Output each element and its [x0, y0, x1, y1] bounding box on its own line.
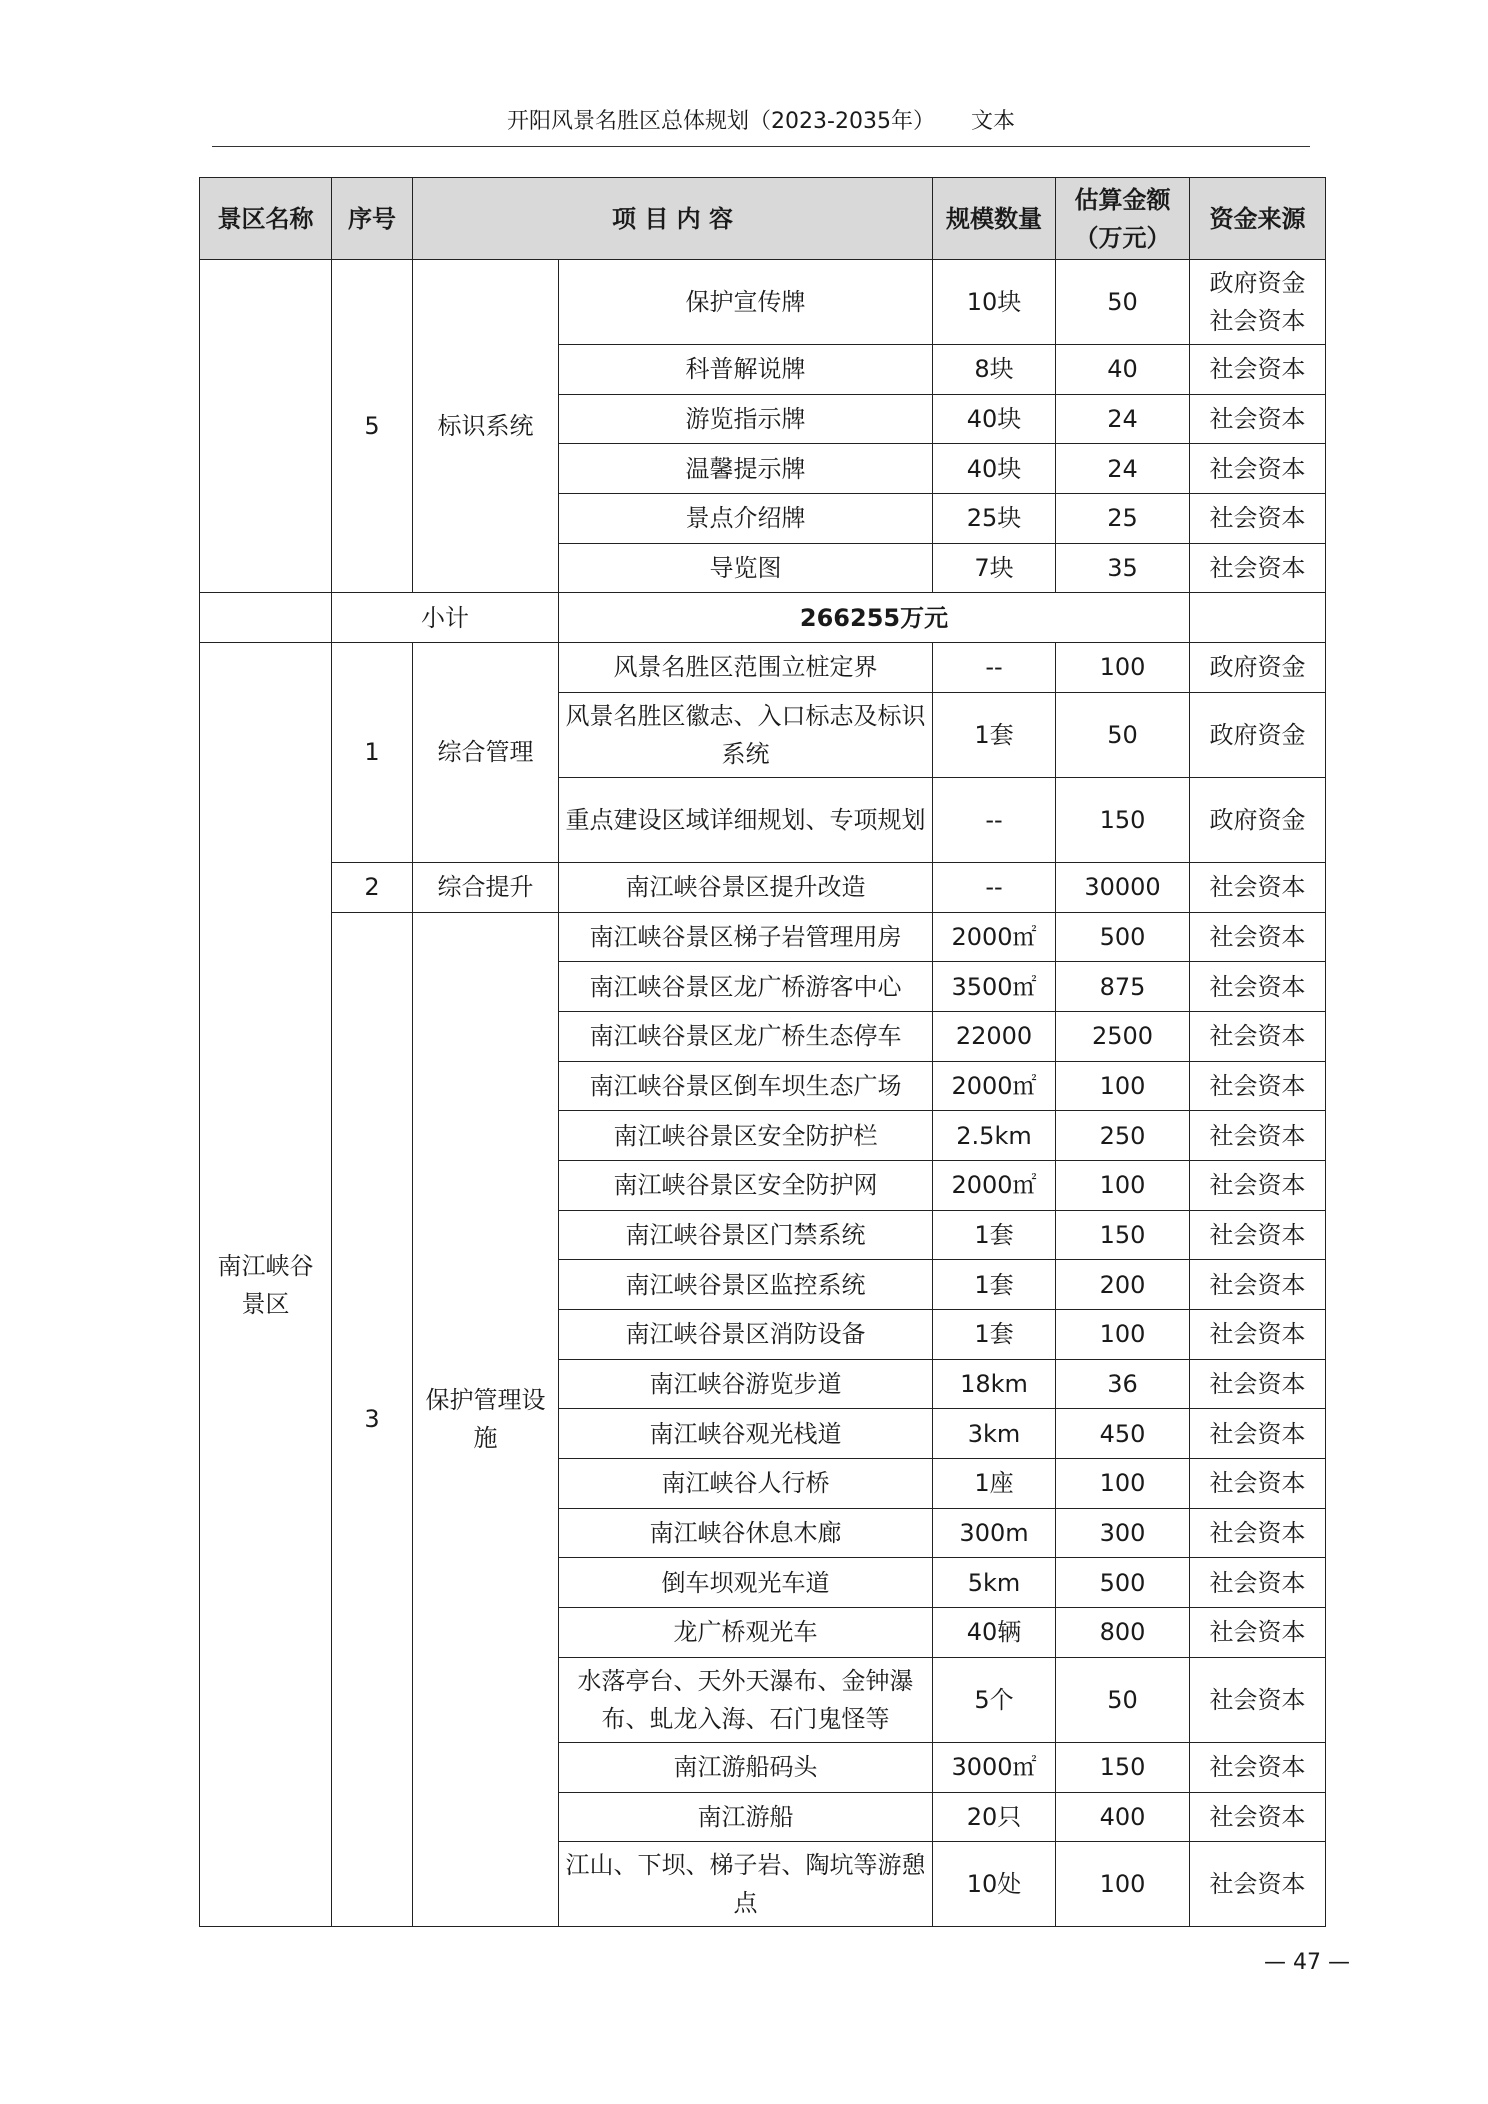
scale-cell: 8块: [933, 345, 1056, 395]
table-header-row: [200, 178, 1326, 260]
area-cell-empty: [200, 260, 332, 593]
fund-cell: 社会资本: [1190, 1061, 1326, 1111]
scale-cell: 7块: [933, 543, 1056, 593]
col-header-content: 项 目 内 容: [413, 178, 933, 260]
scale-cell: 1套: [933, 692, 1056, 777]
cost-cell: 100: [1056, 1842, 1190, 1927]
fund-cell: 社会资本: [1190, 1111, 1326, 1161]
fund-cell: 社会资本: [1190, 543, 1326, 593]
item-cell: 倒车坝观光车道: [559, 1558, 933, 1608]
cost-cell: 300: [1056, 1508, 1190, 1558]
fund-cell: 社会资本: [1190, 1742, 1326, 1792]
scale-cell: 1座: [933, 1459, 1056, 1509]
fund-cell: 社会资本: [1190, 1310, 1326, 1360]
scale-cell: 10处: [933, 1842, 1056, 1927]
cost-cell: 150: [1056, 777, 1190, 862]
item-cell: 南江峡谷景区监控系统: [559, 1260, 933, 1310]
seq-cell: 3: [332, 912, 413, 1927]
subtotal-label: 小计: [332, 593, 559, 643]
col-header-fund: 资金来源: [1190, 178, 1326, 260]
scale-cell: 20只: [933, 1792, 1056, 1842]
investment-table: [199, 177, 1326, 1927]
subtotal-value: 266255万元: [559, 593, 1190, 643]
scale-cell: 3km: [933, 1409, 1056, 1459]
item-cell: 科普解说牌: [559, 345, 933, 395]
fund-cell: 社会资本: [1190, 1558, 1326, 1608]
scale-cell: 40块: [933, 394, 1056, 444]
category-cell: 综合提升: [413, 862, 559, 912]
item-cell: 风景名胜区范围立桩定界: [559, 643, 933, 693]
scale-cell: 2000㎡: [933, 1160, 1056, 1210]
col-header-scale: 规模数量: [933, 178, 1056, 260]
fund-cell: 社会资本: [1190, 1359, 1326, 1409]
item-cell: 南江峡谷景区安全防护网: [559, 1160, 933, 1210]
scale-cell: 40辆: [933, 1608, 1056, 1658]
item-cell: 导览图: [559, 543, 933, 593]
scale-cell: --: [933, 777, 1056, 862]
scale-cell: 1套: [933, 1310, 1056, 1360]
fund-cell: 社会资本: [1190, 394, 1326, 444]
item-cell: 南江峡谷景区龙广桥游客中心: [559, 962, 933, 1012]
item-cell: 南江峡谷观光栈道: [559, 1409, 933, 1459]
seq-cell: 5: [332, 260, 413, 593]
fund-cell: 政府资金: [1190, 692, 1326, 777]
subtotal-row: [200, 593, 1326, 643]
seq-cell: 2: [332, 862, 413, 912]
fund-cell: 社会资本: [1190, 1657, 1326, 1742]
cost-cell: 50: [1056, 260, 1190, 345]
fund-cell: 社会资本: [1190, 1792, 1326, 1842]
item-cell: 南江峡谷游览步道: [559, 1359, 933, 1409]
cost-cell: 24: [1056, 444, 1190, 494]
fund-cell: 社会资本: [1190, 862, 1326, 912]
item-cell: 重点建设区域详细规划、专项规划: [559, 777, 933, 862]
fund-cell: 社会资本: [1190, 345, 1326, 395]
item-cell: 南江峡谷景区提升改造: [559, 862, 933, 912]
cost-cell: 25: [1056, 494, 1190, 544]
cost-cell: 500: [1056, 912, 1190, 962]
cost-cell: 100: [1056, 1459, 1190, 1509]
fund-cell: 社会资本: [1190, 1842, 1326, 1927]
category-cell: 标识系统: [413, 260, 559, 593]
cost-cell: 30000: [1056, 862, 1190, 912]
scale-cell: 10块: [933, 260, 1056, 345]
cost-cell: 100: [1056, 1160, 1190, 1210]
cost-cell: 800: [1056, 1608, 1190, 1658]
category-cell: 综合管理: [413, 643, 559, 863]
fund-cell: 社会资本: [1190, 1260, 1326, 1310]
item-cell: 龙广桥观光车: [559, 1608, 933, 1658]
cost-cell: 875: [1056, 962, 1190, 1012]
cost-cell: 36: [1056, 1359, 1190, 1409]
item-cell: 南江游船: [559, 1792, 933, 1842]
fund-cell: 社会资本: [1190, 1011, 1326, 1061]
scale-cell: 1套: [933, 1260, 1056, 1310]
scale-cell: 18km: [933, 1359, 1056, 1409]
item-cell: 南江游船码头: [559, 1742, 933, 1792]
scale-cell: 300m: [933, 1508, 1056, 1558]
item-cell: 南江峡谷人行桥: [559, 1459, 933, 1509]
col-header-area: 景区名称: [200, 178, 332, 260]
cost-cell: 100: [1056, 643, 1190, 693]
fund-cell: 政府资金: [1190, 777, 1326, 862]
scale-cell: 2000㎡: [933, 1061, 1056, 1111]
item-cell: 游览指示牌: [559, 394, 933, 444]
fund-cell: 社会资本: [1190, 912, 1326, 962]
fund-cell: 政府资金 社会资本: [1190, 260, 1326, 345]
page-number: — 47 —: [1264, 1950, 1350, 1975]
area-cell: 南江峡谷景区: [200, 643, 332, 1927]
cost-cell: 400: [1056, 1792, 1190, 1842]
subtotal-blank: [200, 593, 332, 643]
fund-cell: 社会资本: [1190, 494, 1326, 544]
item-cell: 江山、下坝、梯子岩、陶坑等游憩点: [559, 1842, 933, 1927]
col-header-seq: 序号: [332, 178, 413, 260]
scale-cell: 2.5km: [933, 1111, 1056, 1161]
item-cell: 水落亭台、天外天瀑布、金钟瀑布、虬龙入海、石门鬼怪等: [559, 1657, 933, 1742]
seq-cell: 1: [332, 643, 413, 863]
table-row: [200, 912, 1326, 962]
table-row: [200, 862, 1326, 912]
document-section: 文本: [970, 109, 1015, 134]
cost-cell: 100: [1056, 1061, 1190, 1111]
item-cell: 风景名胜区徽志、入口标志及标识系统: [559, 692, 933, 777]
scale-cell: --: [933, 643, 1056, 693]
table-row: [200, 643, 1326, 693]
scale-cell: 3500㎡: [933, 962, 1056, 1012]
fund-cell: 政府资金: [1190, 643, 1326, 693]
scale-cell: 2000㎡: [933, 912, 1056, 962]
subtotal-blank: [1190, 593, 1326, 643]
fund-cell: 社会资本: [1190, 1508, 1326, 1558]
scale-cell: 22000: [933, 1011, 1056, 1061]
cost-cell: 50: [1056, 1657, 1190, 1742]
item-cell: 保护宣传牌: [559, 260, 933, 345]
cost-cell: 200: [1056, 1260, 1190, 1310]
item-cell: 南江峡谷景区安全防护栏: [559, 1111, 933, 1161]
category-cell: 保护管理设施: [413, 912, 559, 1927]
col-header-cost: 估算金额（万元）: [1056, 178, 1190, 260]
item-cell: 南江峡谷景区龙广桥生态停车: [559, 1011, 933, 1061]
cost-cell: 150: [1056, 1210, 1190, 1260]
scale-cell: 3000㎡: [933, 1742, 1056, 1792]
fund-cell: 社会资本: [1190, 1608, 1326, 1658]
item-cell: 南江峡谷景区梯子岩管理用房: [559, 912, 933, 962]
item-cell: 南江峡谷景区倒车坝生态广场: [559, 1061, 933, 1111]
scale-cell: 40块: [933, 444, 1056, 494]
item-cell: 温馨提示牌: [559, 444, 933, 494]
item-cell: 南江峡谷休息木廊: [559, 1508, 933, 1558]
item-cell: 南江峡谷景区消防设备: [559, 1310, 933, 1360]
item-cell: 南江峡谷景区门禁系统: [559, 1210, 933, 1260]
cost-cell: 500: [1056, 1558, 1190, 1608]
item-cell: 景点介绍牌: [559, 494, 933, 544]
cost-cell: 40: [1056, 345, 1190, 395]
cost-cell: 2500: [1056, 1011, 1190, 1061]
cost-cell: 50: [1056, 692, 1190, 777]
fund-cell: 社会资本: [1190, 1210, 1326, 1260]
page-header: [212, 104, 1310, 147]
scale-cell: 1套: [933, 1210, 1056, 1260]
fund-cell: 社会资本: [1190, 1459, 1326, 1509]
cost-cell: 24: [1056, 394, 1190, 444]
scale-cell: 5个: [933, 1657, 1056, 1742]
document-title: 开阳风景名胜区总体规划（2023-2035年）: [507, 109, 935, 134]
scale-cell: --: [933, 862, 1056, 912]
cost-cell: 450: [1056, 1409, 1190, 1459]
cost-cell: 250: [1056, 1111, 1190, 1161]
cost-cell: 100: [1056, 1310, 1190, 1360]
fund-cell: 社会资本: [1190, 962, 1326, 1012]
fund-cell: 社会资本: [1190, 1409, 1326, 1459]
scale-cell: 25块: [933, 494, 1056, 544]
scale-cell: 5km: [933, 1558, 1056, 1608]
fund-cell: 社会资本: [1190, 1160, 1326, 1210]
cost-cell: 150: [1056, 1742, 1190, 1792]
fund-cell: 社会资本: [1190, 444, 1326, 494]
cost-cell: 35: [1056, 543, 1190, 593]
table-row: [200, 260, 1326, 345]
